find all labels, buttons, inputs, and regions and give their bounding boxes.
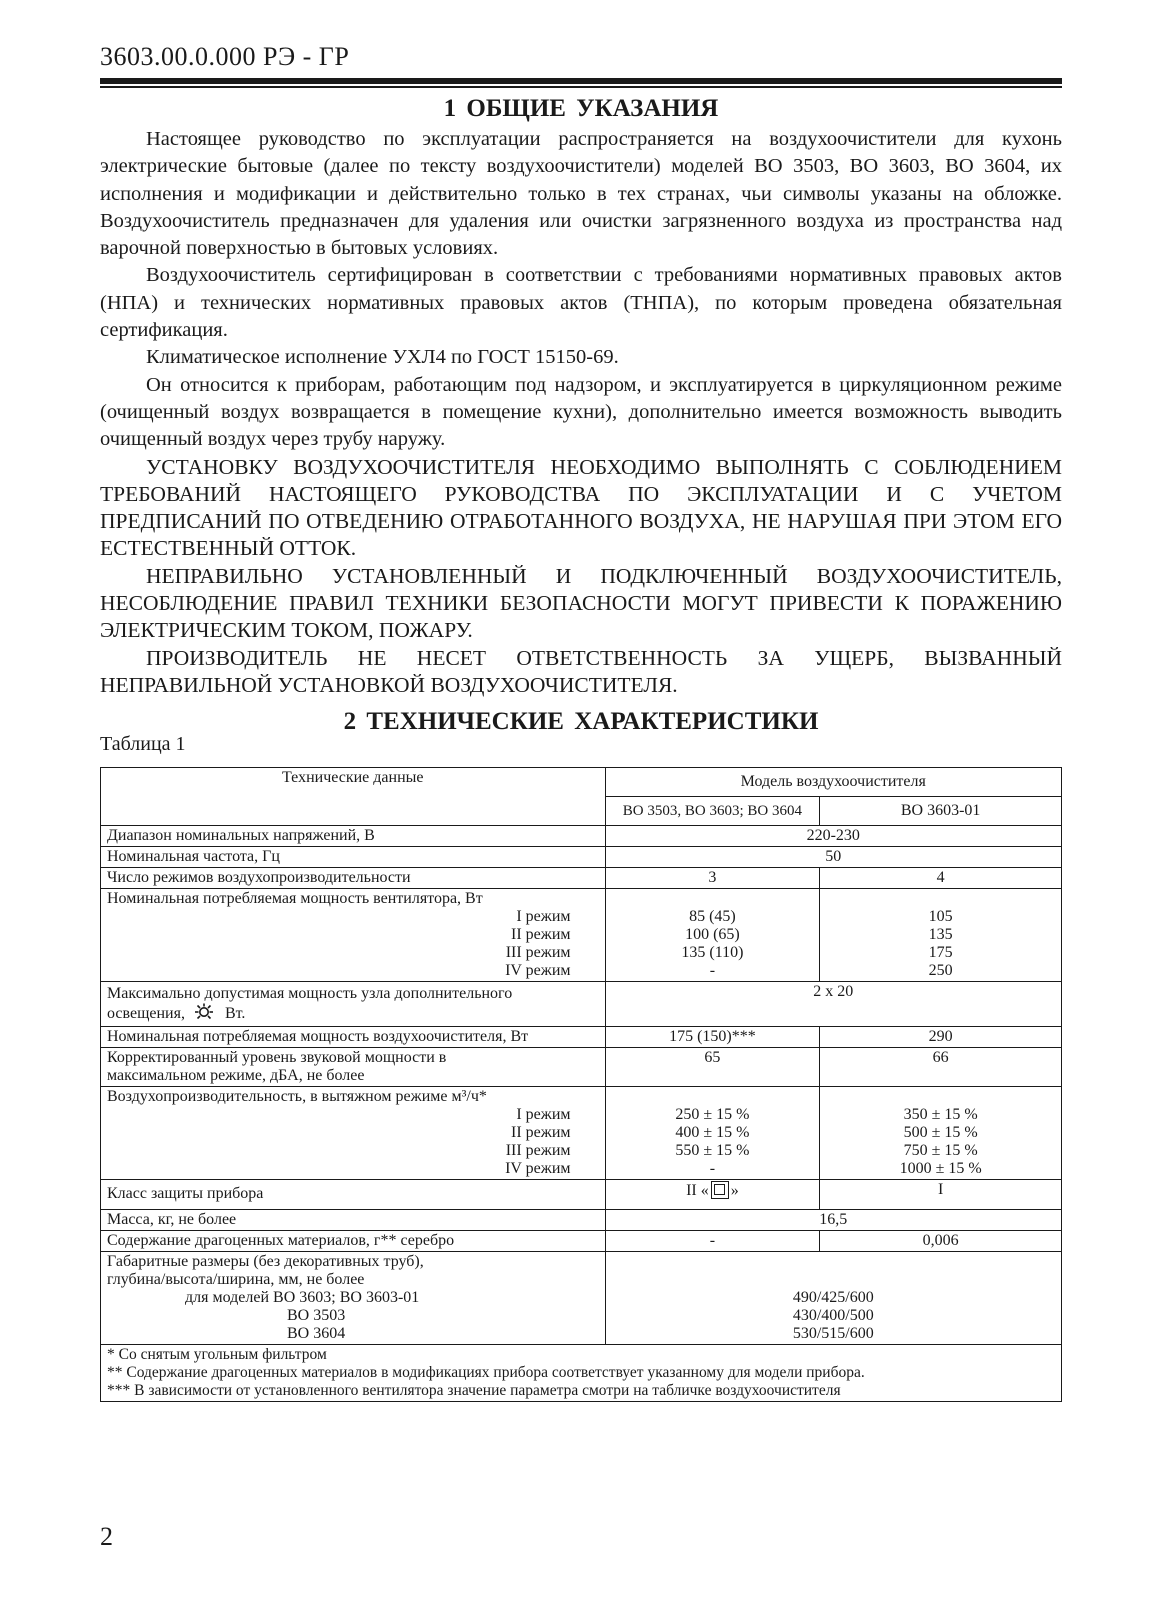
total-power-label: Номинальная потребляемая мощность воздухоочистителя, Вт (101, 1027, 606, 1048)
header-divider (100, 78, 1062, 88)
warning-installation: УСТАНОВКУ ВОЗДУХООЧИСТИТЕЛЯ НЕОБХОДИМО ВЫПОЛНЯТЬ С СОБЛЮДЕНИЕМ ТРЕБОВАНИЙ НАСТОЯЩЕГО РУКОВОДСТВА ПО ЭКСПЛУАТАЦИИ И С УЧЕТОМ ПРЕДПИСАНИЙ ПО ОТВЕДЕНИЮ ОТРАБОТАННОГО ВОЗДУХА, НЕ НАРУШАЯ ПРИ ЭТОМ ЕГО ЕСТЕСТВЕННЫЙ ОТТОК. (100, 454, 1062, 561)
note-item: *** В зависимости от установленного вентилятора значение параметра смотри на табличке воздухоочистителя (107, 1382, 841, 1400)
fan-power-value: 100 (65) (685, 926, 740, 944)
airflow-modes (107, 1106, 599, 1178)
fan-power-value: 105 (928, 908, 953, 926)
double-insulation-icon (711, 1181, 729, 1199)
airflow-value: - (709, 1160, 716, 1178)
header-model-group: Модель воздухоочистителя (605, 768, 1061, 797)
dimensions-value: 490/425/600 (792, 1289, 874, 1307)
fan-power-value: 135 (110) (681, 944, 744, 962)
modes-count-label: Число режимов воздухопроизводительности (101, 868, 606, 889)
noise-label-line1: Корректированный уровень звуковой мощности в (107, 1049, 447, 1067)
lamp-icon (193, 1003, 215, 1021)
dimensions-cell (101, 1252, 606, 1345)
protection-prefix: II « (686, 1182, 709, 1200)
mode-label: IV режим (505, 962, 571, 980)
fan-power-value: 135 (928, 926, 953, 944)
table-notes-row (101, 1345, 1062, 1402)
protection-col1 (605, 1180, 820, 1210)
page-number: 2 (100, 1522, 113, 1551)
airflow-value: 250 ± 15 % (675, 1106, 750, 1124)
mode-label: II режим (511, 1124, 571, 1142)
mode-label: I режим (516, 1106, 571, 1124)
dimensions-model: для моделей ВО 3603; ВО 3603-01 (185, 1289, 420, 1307)
paragraph-scope: Настоящее руководство по эксплуатации распространяется на воздухоочистители для кухонь электрические бытовые (далее по тексту воздухоочистители) моделей ВО 3503, ВО 3603, ВО 3604, их исполнения и модификации и действительно только в тех странах, чьи символы указаны на обложке. Воздухоочиститель предназначен для удаления или очистки загрязненного воздуха из пространства над варочной поверхностью в бытовых условиях. (100, 128, 1062, 260)
precious-label: Содержание драгоценных материалов, г** серебро (101, 1231, 606, 1252)
dimensions-label-line2: глубина/высота/ширина, мм, не более (107, 1271, 365, 1289)
note-item: * Со снятым угольным фильтром (107, 1346, 327, 1364)
table-row (101, 847, 1062, 868)
modes-count-col1: 3 (605, 868, 820, 889)
table-row (101, 826, 1062, 847)
fan-power-label: Номинальная потребляемая мощность вентилятора, Вт (107, 890, 483, 908)
lighting-value: 2 х 20 (605, 982, 1061, 1027)
mode-label: I режим (516, 908, 571, 926)
paragraph-operation: Он относится к приборам, работающим под надзором, и эксплуатируется в циркуляционном режиме (очищенный воздух возвращается в помещение кухни), дополнительно имеется возможность выводить очищенный воздух через трубу наружу. (100, 373, 1062, 451)
warning-safety: НЕПРАВИЛЬНО УСТАНОВЛЕННЫЙ И ПОДКЛЮЧЕННЫЙ ВОЗДУХООЧИСТИТЕЛЬ, НЕСОБЛЮДЕНИЕ ПРАВИЛ ТЕХНИКИ БЕЗОПАСНОСТИ МОГУТ ПРИВЕСТИ К ПОРАЖЕНИЮ ЭЛЕКТРИЧЕСКИМ ТОКОМ, ПОЖАРУ. (100, 563, 1062, 643)
table-row (101, 1252, 1062, 1345)
protection-suffix: » (730, 1182, 739, 1200)
fan-power-col2 (820, 889, 1062, 982)
fan-power-cell (101, 889, 606, 982)
frequency-label: Номинальная частота, Гц (101, 847, 606, 868)
mode-label: III режим (505, 944, 571, 962)
header-col-models: ВО 3503, ВО 3603; ВО 3604 (605, 797, 820, 826)
fan-power-value: 85 (45) (689, 908, 736, 926)
table-row (101, 1027, 1062, 1048)
mass-label: Масса, кг, не более (101, 1210, 606, 1231)
document-code: 3603.00.0.000 РЭ - ГР (100, 42, 350, 71)
precious-col2: 0,006 (820, 1231, 1062, 1252)
note-item: ** Содержание драгоценных материалов в модификациях прибора соответствует указанному для модели прибора. (107, 1364, 865, 1382)
noise-label-cell (101, 1048, 606, 1087)
paragraph-climate: Климатическое исполнение УХЛ4 по ГОСТ 15150-69. (146, 346, 619, 369)
dimensions-value: 430/400/500 (792, 1307, 874, 1325)
airflow-value: 400 ± 15 % (675, 1124, 750, 1142)
table-row (101, 1048, 1062, 1087)
precious-col1: - (605, 1231, 820, 1252)
specifications-table (100, 767, 1062, 1402)
modes-count-col2: 4 (820, 868, 1062, 889)
header-tech-data: Технические данные (101, 768, 606, 826)
paragraph-certification: Воздухоочиститель сертифицирован в соответствии с требованиями нормативных правовых актов (НПА) и технических нормативных правовых актов (ТНПА), по которым проведена обязательная сертификация. (100, 264, 1062, 342)
dimensions-values (605, 1252, 1061, 1345)
page-content (100, 92, 1062, 1402)
mass-value: 16,5 (605, 1210, 1061, 1231)
airflow-value: 350 ± 15 % (903, 1106, 978, 1124)
table-header-row (101, 768, 1062, 797)
total-power-col1: 175 (150)*** (605, 1027, 820, 1048)
mode-label: IV режим (505, 1160, 571, 1178)
voltage-label: Диапазон номинальных напряжений, В (101, 826, 606, 847)
fan-power-col1 (605, 889, 820, 982)
airflow-label: Воздухопроизводительность, в вытяжном режиме м³/ч* (107, 1088, 487, 1106)
fan-power-modes (107, 908, 599, 980)
lighting-label-line1: Максимально допустимая мощность узла дополнительного (107, 985, 513, 1003)
lighting-label-cell (101, 982, 606, 1027)
dimensions-label-line1: Габаритные размеры (без декоративных труб), (107, 1253, 424, 1271)
lighting-label-line2a: освещения, (107, 1005, 185, 1023)
airflow-value: 500 ± 15 % (903, 1124, 978, 1142)
airflow-value: 750 ± 15 % (903, 1142, 978, 1160)
fan-power-value: - (709, 962, 716, 980)
voltage-value: 220-230 (605, 826, 1061, 847)
noise-col2: 66 (820, 1048, 1062, 1087)
frequency-value: 50 (605, 847, 1061, 868)
protection-label: Класс защиты прибора (101, 1180, 606, 1210)
warning-liability: ПРОИЗВОДИТЕЛЬ НЕ НЕСЕТ ОТВЕТСТВЕННОСТЬ ЗА УЩЕРБ, ВЫЗВАННЫЙ НЕПРАВИЛЬНОЙ УСТАНОВКОЙ ВОЗДУХООЧИСТИТЕЛЯ. (100, 645, 1062, 697)
table-row (101, 889, 1062, 982)
airflow-value: 550 ± 15 % (675, 1142, 750, 1160)
table-row (101, 982, 1062, 1027)
table-caption: Таблица 1 (100, 733, 186, 756)
table-row (101, 1087, 1062, 1180)
dimensions-model: ВО 3503 (287, 1307, 346, 1325)
dimensions-model: ВО 3604 (287, 1325, 346, 1343)
section-1-title: 1 ОБЩИЕ УКАЗАНИЯ (443, 95, 719, 122)
table-row (101, 868, 1062, 889)
airflow-value: 1000 ± 15 % (899, 1160, 982, 1178)
fan-power-value: 250 (928, 962, 953, 980)
table-notes (101, 1345, 1062, 1402)
table-row (101, 1180, 1062, 1210)
airflow-col1 (605, 1087, 820, 1180)
lighting-label-line2b: Вт. (224, 1005, 246, 1023)
dimensions-value: 530/515/600 (792, 1325, 874, 1343)
table-row (101, 1210, 1062, 1231)
total-power-col2: 290 (820, 1027, 1062, 1048)
mode-label: III режим (505, 1142, 571, 1160)
mode-label: II режим (511, 926, 571, 944)
header-col-3603-01: ВО 3603-01 (820, 797, 1062, 826)
noise-col1: 65 (605, 1048, 820, 1087)
protection-col2: I (820, 1180, 1062, 1210)
noise-label-line2: максимальном режиме, дБА, не более (107, 1067, 365, 1085)
section-2-title: 2 ТЕХНИЧЕСКИЕ ХАРАКТЕРИСТИКИ (343, 708, 819, 736)
airflow-col2 (820, 1087, 1062, 1180)
airflow-cell (101, 1087, 606, 1180)
table-row (101, 1231, 1062, 1252)
fan-power-value: 175 (928, 944, 953, 962)
